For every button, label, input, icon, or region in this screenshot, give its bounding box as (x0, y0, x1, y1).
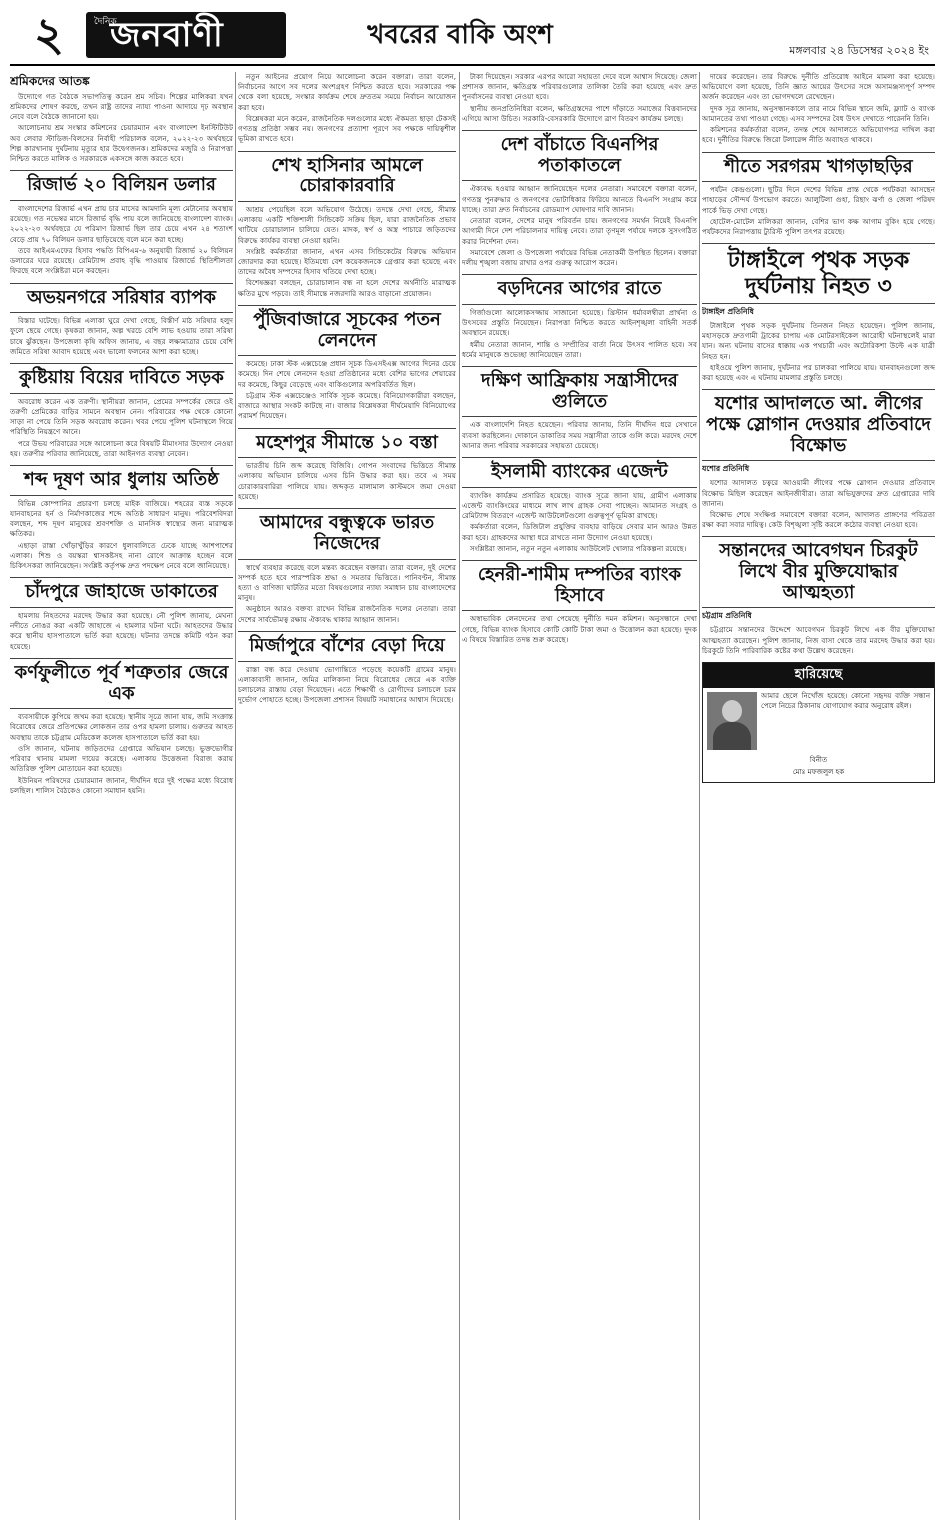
article-paragraph: গির্জাগুলো আলোকসজ্জায় সাজানো হয়েছে। খ্রিস্টান ধর্মাবলম্বীরা প্রার্থনা ও উৎসবের প্রস্তুতি নিয়েছেন। নিরাপত্তা নিশ্চিত করতে আইনশৃঙ্খলা বাহিনী সতর্ক অবস্থানে রয়েছে। (462, 307, 697, 338)
article-body (10, 316, 233, 357)
article-body (702, 321, 935, 383)
article-body (238, 359, 456, 421)
article-headline: ইসলামী ব্যাংকের এজেন্ট (462, 457, 697, 488)
column-2 (238, 72, 456, 1520)
article-body (462, 72, 697, 124)
missing-notice-text: আমার ছেলে নিখোঁজ হয়েছে। কোনো সহৃদয় ব্যক্তি সন্ধান পেলে নিচের ঠিকানায় যোগাযোগ করার অনুরোধ রইল। (761, 692, 930, 710)
article (10, 283, 233, 358)
column-rule (459, 72, 460, 1520)
article (10, 658, 233, 796)
article (238, 508, 456, 625)
article-body (10, 499, 233, 572)
article-headline: শীতে সরগরম খাগড়াছড়ির (702, 152, 935, 183)
article-body (462, 184, 697, 268)
missing-person-photo (707, 692, 757, 750)
article-headline: টাঙ্গাইলে পৃথক সড়ক দুর্ঘটনায় নিহত ৩ (702, 243, 935, 304)
article (10, 465, 233, 571)
article (462, 457, 697, 554)
article-body (238, 72, 456, 145)
article-headline: কর্ণফুলীতে পূর্ব শত্রুতার জেরে এক (10, 658, 233, 709)
article-paragraph: বিশেষজ্ঞরা বলছেন, চোরাচালান বন্ধ না হলে দেশের অর্থনীতি মারাত্মক ক্ষতির মুখে পড়বে। তাই সীমান্তে নজরদারি আরও বাড়ানো প্রয়োজন। (238, 278, 456, 298)
article-body (462, 614, 697, 645)
article-body (702, 478, 935, 530)
article-headline: আমাদের বন্ধুত্বকে ভারত নিজেদের (238, 508, 456, 559)
article-paragraph: হোটেল-মোটেল মালিকরা জানান, বেশির ভাগ কক্ষ আগাম বুকিং হয়ে গেছে। পর্যটকদের নিরাপত্তায় ট্যুরিস্ট পুলিশ তৎপর রয়েছে। (702, 216, 935, 237)
article-paragraph: আলোচনায় শ্রম সংস্কার কমিশনের চেয়ারম্যান এবং বাংলাদেশ ইনস্টিটিউট অব লেবার স্টাডিজ-বিলসের নির্বাহী পরিচালক বলেন, ২০২২-২৩ অর্থবছরে শিল্প কারখানায় দুর্ঘটনায় মৃত্যুর হার উদ্বেগজনক। শ্রমিকদের মজুরি ও নিরাপত্তা নিশ্চিত করতে মালিক ও সরকারকে একসঙ্গে কাজ করতে হবে। (10, 123, 233, 164)
article-paragraph: অস্বাভাবিক লেনদেনের তথ্য পেয়েছে দুর্নীতি দমন কমিশন। অনুসন্ধানে দেখা গেছে, বিভিন্ন ব্যাংক হিসাবে কোটি কোটি টাকা জমা ও উত্তোলন করা হয়েছে। দুদক এ বিষয়ে বিস্তারিত তদন্ত শুরু করেছে। (462, 614, 697, 644)
column-4 (702, 72, 935, 1520)
article-paragraph: হাইওয়ে পুলিশ জানায়, দুর্ঘটনার পর চালকরা পালিয়ে যায়। যানবাহনগুলো জব্দ করা হয়েছে এবং এ ঘটনায় মামলার প্রস্তুতি চলছে। (702, 362, 935, 382)
article-paragraph: নতুন আইনের প্রয়োগ নিয়ে আলোচনা করেন বক্তারা। তারা বলেন, নির্বাচনের আগে সব দলের অংশগ্রহণ নিশ্চিত করতে হবে। সরকারের পক্ষ থেকে বলা হয়েছে, সংস্কার কার্যক্রম শেষে দ্রুততম সময়ে নির্বাচন আয়োজন করা হবে। (238, 72, 456, 112)
article-paragraph: চট্টগ্রাম স্টক এক্সচেঞ্জেও সার্বিক সূচক কমেছে। বিনিয়োগকারীরা বলছেন, বাজারে আস্থার সংকট কাটছে না। বাজার বিশ্লেষকরা দীর্ঘমেয়াদি বিনিয়োগের পরামর্শ দিয়েছেন। (238, 390, 456, 421)
article-paragraph: বিশ্লেষকরা মনে করেন, রাজনৈতিক দলগুলোর মধ্যে ঐকমত্য ছাড়া টেকসই গণতন্ত্র প্রতিষ্ঠা সম্ভব নয়। জনগণের প্রত্যাশা পূরণে সব পক্ষকে দায়িত্বশীল ভূমিকা রাখতে হবে। (238, 113, 456, 144)
article (462, 366, 697, 451)
article-headline: রিজার্ভ ২০ বিলিয়ন ডলার (10, 170, 233, 201)
article-headline: কুষ্টিয়ায় বিয়ের দাবিতে সড়ক (10, 363, 233, 394)
article-paragraph: দায়ের করেছেন। তার বিরুদ্ধে দুর্নীতি প্রতিরোধ আইনে মামলা করা হয়েছে। অভিযোগে বলা হয়েছে, তিনি জ্ঞাত আয়ের উৎসের সঙ্গে অসামঞ্জস্যপূর্ণ সম্পদ অর্জন করেছেন এবং তা ভোগদখলে রেখেছেন। (702, 72, 935, 102)
page-number: ২ (34, 7, 64, 61)
article-body (702, 185, 935, 237)
article-paragraph: স্বার্থে ব্যবহার করেছে বলে মন্তব্য করেছেন বক্তারা। তারা বলেন, দুই দেশের সম্পর্ক হতে হবে পারস্পরিক শ্রদ্ধা ও সমতার ভিত্তিতে। পানিবণ্টন, সীমান্ত হত্যা ও বাণিজ্য ঘাটতির মতো বিষয়গুলোর ন্যায্য সমাধান চায় বাংলাদেশের মানুষ। (238, 562, 456, 603)
article-body (462, 491, 697, 554)
article-body (10, 204, 233, 277)
article-paragraph: অবরোধ করেন এক তরুণী। স্থানীয়রা জানান, প্রেমের সম্পর্কের জেরে ওই তরুণী প্রেমিকের বাড়ির সামনে অবস্থান নেন। পরিবারের পক্ষ থেকে কোনো সাড়া না পেয়ে তিনি সড়ক অবরোধ করেন। খবর পেয়ে পুলিশ ঘটনাস্থলে গিয়ে পরিস্থিতি নিয়ন্ত্রণে আনে। (10, 396, 233, 437)
article (462, 274, 697, 360)
article-paragraph: রাস্তা বন্ধ করে দেওয়ায় ভোগান্তিতে পড়েছে কয়েকটি গ্রামের মানুষ। এলাকাবাসী জানান, জমির মালিকানা নিয়ে বিরোধের জেরে এক ব্যক্তি চলাচলের রাস্তায় বেড়া দিয়েছেন। এতে শিক্ষার্থী ও রোগীদের চলাচলে চরম দুর্ভোগ পোহাতে হচ্ছে। উপজেলা প্রশাসন বিষয়টি সমাধানের আশ্বাস দিয়েছে। (238, 664, 456, 705)
article (702, 536, 935, 656)
article (462, 560, 697, 645)
article (238, 72, 456, 145)
article-paragraph: টাকা দিয়েছেন। সরকার এরপর আরো সহায়তা দেবে বলে আশ্বাস দিয়েছে। জেলা প্রশাসক জানান, ক্ষতিগ্রস্ত পরিবারগুলোর তালিকা তৈরি করা হয়েছে এবং দ্রুত পুনর্বাসনের ব্যবস্থা নেওয়া হবে। (462, 72, 697, 102)
article-paragraph: তবে আইএমএফের হিসাব পদ্ধতি বিপিএম-৬ অনুযায়ী রিজার্ভ ২০ বিলিয়ন ডলারের ঘরে রয়েছে। রেমিট্যান্স প্রবাহ বৃদ্ধি পাওয়ায় রিজার্ভে স্থিতিশীলতা ফিরছে বলে সংশ্লিষ্টরা মনে করছেন। (10, 245, 233, 276)
column-4-articles (702, 72, 935, 656)
article-headline: অভয়নগরে সরিষার ব্যাপক (10, 283, 233, 314)
article-paragraph: বিভিন্ন কোম্পানির প্রচারণা চলছে মাইক বাজিয়ে। শহরের ব্যস্ত সড়কে যানবাহনের হর্ন ও নির্মাণকাজের শব্দে অতিষ্ঠ সাধারণ মানুষ। পরিবেশবিদরা বলছেন, শব্দ দূষণ মানুষের শ্রবণশক্তি ও মানসিক স্বাস্থ্যের জন্য মারাত্মক ক্ষতিকর। (10, 498, 233, 539)
article-body (10, 397, 233, 459)
article-body (10, 92, 233, 165)
article-paragraph: টাঙ্গাইলে পৃথক সড়ক দুর্ঘটনায় তিনজন নিহত হয়েছেন। পুলিশ জানায়, মহাসড়কে দ্রুতগামী ট্রাকের চাপায় এক মোটরসাইকেল আরোহী ঘটনাস্থলেই মারা যান। অন্য ঘটনায় বাসের ধাক্কায় এক পথচারী এবং অটোরিকশা উল্টে এক যাত্রী নিহত হন। (702, 320, 935, 361)
section-title: খবরের বাকি অংশ (367, 20, 553, 50)
article-byline: যশোর প্রতিনিধি (702, 464, 750, 474)
article-paragraph: বিক্ষোভ শেষে সংক্ষিপ্ত সমাবেশে বক্তারা বলেন, আদালত প্রাঙ্গণের পবিত্রতা রক্ষা করা সবার দায়িত্ব। কেউ বিশৃঙ্খলা সৃষ্টি করলে কঠোর ব্যবস্থা নেওয়া হবে। (702, 509, 935, 530)
article-headline: পুঁজিবাজারে সূচকের পতন লেনদেন (238, 305, 456, 356)
article-paragraph: এছাড়া রাস্তা খোঁড়াখুঁড়ির কারণে ধুলাবালিতে ঢেকে যাচ্ছে আশপাশের এলাকা। শিশু ও বয়স্করা শ্বাসকষ্টসহ নানা রোগে আক্রান্ত হচ্ছেন বলে চিকিৎসকরা জানিয়েছেন। সংশ্লিষ্ট কর্তৃপক্ষ দ্রুত পদক্ষেপ নেবে বলে জানিয়েছে। (10, 540, 233, 571)
article-paragraph: ব্যবসায়ীকে কুপিয়ে জখম করা হয়েছে। স্থানীয় সূত্রে জানা যায়, জমি সংক্রান্ত বিরোধের জেরে প্রতিপক্ষের লোকজন তার ওপর হামলা চালায়। গুরুতর আহত অবস্থায় তাকে চট্টগ্রাম মেডিকেল কলেজ হাসপাতালে ভর্তি করা হয়। (10, 712, 233, 742)
article-headline: মির্জাপুরে বাঁশের বেড়া দিয়ে (238, 631, 456, 662)
article-body (702, 72, 935, 146)
article-byline: টাঙ্গাইল প্রতিনিধি (702, 306, 754, 316)
article-paragraph: পরে উভয় পরিবারের সঙ্গে আলোচনা করে বিষয়টি মীমাংসার উদ্যোগ নেওয়া হয়। তরুণীর পরিবার জানিয়েছে, তারা আইনগত ব্যবস্থা নেবেন। (10, 438, 233, 458)
article-paragraph: কমেছে। ঢাকা স্টক এক্সচেঞ্জে প্রধান সূচক ডিএসইএক্স আগের দিনের চেয়ে কমেছে। দিন শেষে লেনদেন হওয়া প্রতিষ্ঠানের মধ্যে বেশির ভাগের শেয়ারের দর কমেছে, কিছুর বেড়েছে এবং বাকিগুলোর অপরিবর্তিত ছিল। (238, 359, 456, 389)
missing-notice (702, 662, 935, 783)
article-paragraph: পর্যটন কেন্দ্রগুলো। ছুটির দিনে দেশের বিভিন্ন প্রান্ত থেকে পর্যটকরা আসছেন পাহাড়ের সৌন্দর্য উপভোগ করতে। আলুটিলা গুহা, রিছাং ঝর্ণা ও জেলা পরিষদ পার্কে ভিড় দেখা গেছে। (702, 185, 935, 215)
article-paragraph: ইউনিয়ন পরিষদের চেয়ারম্যান জানান, দীর্ঘদিন ধরে দুই পক্ষের মধ্যে বিরোধ চলছিল। শালিস বৈঠকেও কোনো সমাধান হয়নি। (10, 775, 233, 795)
logo-prefix: দৈনিক (94, 17, 117, 27)
article-paragraph: নেতারা বলেন, দেশের মানুষ পরিবর্তন চায়। জনগণের সমর্থন নিয়েই বিএনপি আগামী দিনে দেশ পরিচালনার দায়িত্ব নেবে। তারা তৃণমূল পর্যায়ে দলকে সুসংগঠিত করার নির্দেশনা দেন। (462, 216, 697, 246)
article-body (462, 308, 697, 360)
article-headline: মহেশপুর সীমান্তে ১০ বস্তা (238, 428, 456, 459)
article-paragraph: সংশ্লিষ্টরা জানান, নতুন নতুন এলাকায় আউটলেট খোলার পরিকল্পনা রয়েছে। (470, 543, 687, 553)
article (462, 130, 697, 268)
article-body (238, 205, 456, 299)
article (702, 389, 935, 530)
article (10, 75, 233, 164)
article-headline: সন্তানদের আবেগঘন চিরকুট লিখে বীর মুক্তিযোদ্ধার আত্মহত্যা (702, 536, 935, 608)
missing-notice-title: হারিয়েছে (703, 663, 934, 688)
article (702, 243, 935, 383)
article-body (238, 563, 456, 625)
article-body (702, 625, 935, 656)
article-headline: যশোর আদালতে আ. লীগের পক্ষে স্লোগান দেওয়ার প্রতিবাদে বিক্ষোভ (702, 389, 935, 461)
article-byline: চট্টগ্রাম প্রতিনিধি (702, 611, 752, 621)
article-paragraph: এক বাংলাদেশি নিহত হয়েছেন। পরিবার জানায়, তিনি দীর্ঘদিন ধরে সেখানে ব্যবসা করছিলেন। দোকানে ডাকাতির সময় সন্ত্রাসীরা তাকে গুলি করে। মরদেহ দেশে আনার জন্য পরিবার সরকারের সহায়তা চেয়েছে। (462, 420, 697, 450)
article (10, 577, 233, 652)
article-paragraph: ওসি জানান, ঘটনায় জড়িতদের গ্রেপ্তারে অভিযান চলছে। ভুক্তভোগীর পরিবার থানায় মামলা দায়ের করেছে। এলাকায় উত্তেজনা বিরাজ করায় অতিরিক্ত পুলিশ মোতায়েন করা হয়েছে। (10, 743, 233, 774)
article-body (10, 712, 233, 796)
article-paragraph: ধর্মীয় নেতারা জানান, শান্তি ও সম্প্রীতির বার্তা নিয়ে উৎসব পালিত হবে। সব ধর্মের মানুষকে শুভেচ্ছা জানিয়েছেন তারা। (462, 339, 697, 359)
article-headline: শ্রমিকদের আতঙ্ক (10, 74, 90, 88)
column-3 (462, 72, 697, 1520)
article (10, 170, 233, 276)
article-paragraph: ব্যাংকিং কার্যক্রম প্রসারিত হয়েছে। ব্যাংক সূত্রে জানা যায়, গ্রামীণ এলাকায় এজেন্ট ব্যাংকিংয়ের মাধ্যমে লাখ লাখ গ্রাহক সেবা পাচ্ছেন। আমানত সংগ্রহ ও রেমিট্যান্স বিতরণে এজেন্ট আউটলেটগুলো গুরুত্বপূর্ণ ভূমিকা রাখছে। (462, 490, 697, 521)
article-paragraph: দুদক সূত্র জানায়, অনুসন্ধানকালে তার নামে বিভিন্ন স্থানে জমি, ফ্ল্যাট ও ব্যাংক আমানতের তথ্য পাওয়া গেছে। এসব সম্পদের বৈধ উৎস দেখাতে পারেননি তিনি। (702, 103, 935, 123)
article-paragraph: আশ্রয় পেয়েছিল বলে অভিযোগ উঠেছে। তদন্তে দেখা গেছে, সীমান্ত এলাকায় একটি শক্তিশালী সিন্ডিকেট সক্রিয় ছিল, যারা রাজনৈতিক প্রভাব খাটিয়ে চোরাচালান চালিয়ে যেত। মাদক, স্বর্ণ ও অস্ত্র পাচারে জড়িতদের বিরুদ্ধে কার্যকর ব্যবস্থা নেওয়া হয়নি। (238, 204, 456, 245)
article-paragraph: বিস্তার ঘটেছে। বিভিন্ন এলাকা ঘুরে দেখা গেছে, বিস্তীর্ণ মাঠ সরিষার হলুদ ফুলে ছেয়ে গেছে। কৃষকরা জানান, অল্প খরচে বেশি লাভ হওয়ায় তারা সরিষা চাষে ঝুঁকছেন। উপজেলা কৃষি অফিস জানায়, এ বছর লক্ষ্যমাত্রার চেয়ে বেশি জমিতে সরিষা আবাদ হয়েছে এবং ভালো ফলনের আশা করা হচ্ছে। (10, 316, 233, 356)
date-line: মঙ্গলবার ২৪ ডিসেম্বর ২০২৪ ইং (789, 44, 929, 57)
article-paragraph: উদ্যোগে গত বৈঠকে সভাপতিত্ব করেন শ্রম সচিব। শিল্পের মালিকরা যখন শ্রমিকদের শোষণ করছে, তখন রাষ্ট্র তাদের ন্যায্য পাওনা আদায়ে দৃঢ় অবস্থান নেবে বলে বৈঠকে জানানো হয়। (10, 91, 233, 122)
article-paragraph: কর্মকর্তারা বলেন, ডিজিটাল প্রযুক্তির ব্যবহার বাড়িয়ে সেবার মান আরও উন্নত করা হবে। গ্রাহকদের আস্থা ধরে রাখতে নানা উদ্যোগ নেওয়া হয়েছে। (462, 522, 697, 542)
article-body (238, 665, 456, 706)
article-paragraph: ঐক্যবদ্ধ হওয়ার আহ্বান জানিয়েছেন দলের নেতারা। সমাবেশে বক্তারা বলেন, গণতন্ত্র পুনরুদ্ধার ও জনগণের ভোটাধিকার ফিরিয়ে আনতে বিএনপি সংগ্রাম করে যাচ্ছে। তারা দ্রুত নির্বাচনের রোডম্যাপ ঘোষণার দাবি জানান। (462, 184, 697, 214)
article-paragraph: চট্টগ্রামে সন্তানদের উদ্দেশে আবেগঘন চিরকুট লিখে এক বীর মুক্তিযোদ্ধা আত্মহত্যা করেছেন। পুলিশ জানায়, নিজ বাসা থেকে তার মরদেহ উদ্ধার করা হয়। চিরকুটে তিনি পারিবারিক কষ্টের কথা উল্লেখ করেছেন। (702, 625, 935, 655)
article-paragraph: ভারতীয় চিনি জব্দ করেছে বিজিবি। গোপন সংবাদের ভিত্তিতে সীমান্ত এলাকায় অভিযান চালিয়ে এসব চিনি উদ্ধার করা হয়। তবে এ সময় চোরাকারবারিরা পালিয়ে যায়। জব্দকৃত মালামাল কাস্টমসে জমা দেওয়া হয়েছে। (238, 461, 456, 501)
article (238, 305, 456, 422)
missing-notice-sign-name: মোঃ মফজলুল হক (792, 768, 845, 777)
article-paragraph: যশোর আদালত চত্বরে আওয়ামী লীগের পক্ষে স্লোগান দেওয়ার প্রতিবাদে বিক্ষোভ মিছিল করেছেন আইনজীবীরা। তারা অভিযুক্তদের দ্রুত গ্রেপ্তারের দাবি জানান। (702, 478, 935, 508)
article-paragraph: বাংলাদেশের রিজার্ভ এখন প্রায় চার মাসের আমদানি মূল্য মেটানোর অবস্থায় রয়েছে। গত নভেম্বর মাসে রিজার্ভ বৃদ্ধি পায় বলে জানিয়েছে বাংলাদেশ ব্যাংক। ২০২২-২৩ অর্থবছরে যে পরিমাণ রিজার্ভ ছিল তার চেয়ে এখন ২৪ শতাংশ বেড়ে প্রায় ৭০ বিলিয়ন ডলার ছাড়িয়েছে বলে মনে করা হচ্ছে। (10, 204, 233, 244)
column-rule (699, 72, 700, 1520)
article-headline: দক্ষিণ আফ্রিকায় সন্ত্রাসীদের গুলিতে (462, 366, 697, 417)
article-body (238, 461, 456, 502)
column-rule (235, 72, 236, 1520)
article-paragraph: কমিশনের কর্মকর্তারা বলেন, তদন্ত শেষে আদালতে অভিযোগপত্র দাখিল করা হবে। দুর্নীতির বিরুদ্ধে জিরো টলারেন্স নীতি অব্যাহত থাকবে। (702, 125, 935, 145)
article-paragraph: সংশ্লিষ্ট কর্মকর্তারা জানান, এখন এসব সিন্ডিকেটের বিরুদ্ধে অভিযান জোরদার করা হয়েছে। ইতিমধ্যে বেশ কয়েকজনকে গ্রেপ্তার করা হয়েছে এবং তাদের অবৈধ সম্পদের হিসাব খতিয়ে দেখা হচ্ছে। (238, 246, 456, 277)
article-paragraph: সমাবেশে জেলা ও উপজেলা পর্যায়ের বিভিন্ন নেতাকর্মী উপস্থিত ছিলেন। বক্তারা দলীয় শৃঙ্খলা বজায় রাখার ওপর গুরুত্ব আরোপ করেন। (462, 247, 697, 267)
article (238, 631, 456, 706)
logo-name: জনবাণী (110, 15, 224, 55)
article (702, 72, 935, 146)
article-paragraph: হামলায় নিহতদের মরদেহ উদ্ধার করা হয়েছে। নৌ পুলিশ জানায়, মেঘনা নদীতে নোঙর করা একটি জাহাজে এ হামলার ঘটনা ঘটে। আহতদের উদ্ধার করে স্থানীয় হাসপাতালে ভর্তি করা হয়েছে। ঘটনার তদন্তে কমিটি গঠন করা হয়েছে। (10, 611, 233, 651)
article-headline: দেশ বাঁচাতে বিএনপির পতাকাতলে (462, 130, 697, 181)
masthead (10, 8, 935, 66)
article-headline: শব্দ দূষণ আর ধুলায় অতিষ্ঠ (10, 465, 233, 496)
column-1 (10, 72, 233, 1520)
article-body (462, 420, 697, 451)
article-body (10, 611, 233, 652)
newspaper-logo (86, 12, 286, 58)
article-paragraph: স্থানীয় জনপ্রতিনিধিরা বলেন, ক্ষতিগ্রস্তদের পাশে দাঁড়াতে সমাজের বিত্তবানদের এগিয়ে আসা উচিত। সরকারি-বেসরকারি উদ্যোগে ত্রাণ বিতরণ কার্যক্রম চলছে। (462, 103, 697, 123)
article (702, 152, 935, 238)
article (238, 151, 456, 299)
article-headline: হেনরী-শামীম দম্পতির ব্যাংক হিসাবে (462, 560, 697, 611)
article-headline: বড়দিনের আগের রাতে (462, 274, 697, 305)
article (238, 428, 456, 503)
article-headline: শেখ হাসিনার আমলে চোরাকারবারি (238, 151, 456, 202)
article-headline: চাঁদপুরে জাহাজে ডাকাতের (10, 577, 233, 608)
missing-notice-sign-label: বিনীত (809, 756, 828, 765)
article (462, 72, 697, 124)
article-paragraph: অনুষ্ঠানে আরও বক্তব্য রাখেন বিভিন্ন রাজনৈতিক দলের নেতারা। তারা দেশের সার্বভৌমত্ব রক্ষায় ঐক্যবদ্ধ থাকার আহ্বান জানান। (238, 604, 456, 624)
article (10, 363, 233, 459)
